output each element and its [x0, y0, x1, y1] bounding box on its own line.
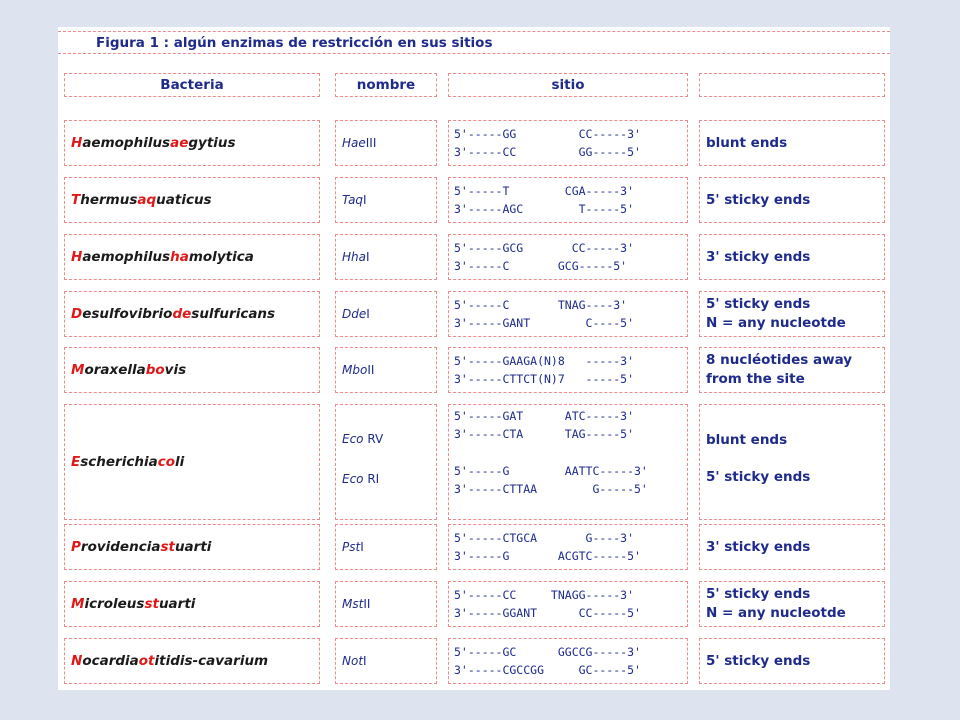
bacteria-initial: H [71, 249, 83, 265]
enzyme-name-cell [335, 581, 437, 627]
end-type-cell [699, 291, 885, 337]
enzyme-name-cell [335, 234, 437, 280]
bacteria-species-rest: vis [164, 362, 187, 378]
enzyme-name-cell [335, 524, 437, 570]
end-type-note: 3' sticky ends [706, 248, 811, 265]
enzyme-number: RI [363, 472, 380, 486]
enzyme-name-cell [335, 291, 437, 337]
recognition-site-cell [448, 177, 688, 223]
site-bottom-strand: 3'-----CTTCT(N)7 -----5' [454, 372, 635, 386]
enzyme-abbrev: Mbo [342, 363, 368, 377]
bacteria-species-rest: itidis-cavarium [154, 653, 269, 669]
bacteria-initial: M [71, 596, 85, 612]
bacteria-species-rest: molytica [188, 249, 254, 265]
bacteria-genus-rest: hermus [80, 192, 138, 208]
recognition-site-cell [448, 524, 688, 570]
bacteria-species-initial: st [160, 539, 175, 555]
enzyme-number: I [366, 307, 370, 321]
enzyme-name-ecori [336, 472, 379, 486]
bacteria-initial: T [71, 192, 81, 208]
enzyme-number: II [363, 597, 371, 611]
enzyme-number: RV [363, 432, 384, 446]
bacteria-species-initial: co [157, 454, 175, 470]
enzyme-name-cell [335, 120, 437, 166]
bacteria-genus-rest: oraxella [84, 362, 146, 378]
enzyme-name-cell [335, 638, 437, 684]
end-type-note-extra: N = any nucleotde [706, 605, 846, 621]
site-strand: 3'-----CTA TAG-----5' [454, 427, 635, 441]
end-type-cell [699, 347, 885, 393]
recognition-site-cell [448, 291, 688, 337]
enzyme-name-cell [335, 177, 437, 223]
site-bottom-strand: 3'-----GANT C----5' [454, 316, 635, 330]
site-bottom-strand: 3'-----AGC T-----5' [454, 202, 635, 216]
site-top-strand: 5'-----C TNAG----3' [454, 298, 628, 312]
end-type-note: 3' sticky ends [706, 538, 811, 555]
title-bottom-rule [58, 53, 890, 54]
bacteria-species-rest: uaticus [156, 192, 212, 208]
bacteria-name-cell [64, 581, 320, 627]
bacteria-initial: E [71, 454, 81, 470]
enzyme-name-ecorv [336, 432, 383, 446]
site-top-strand: 5'-----GC GGCCG-----3' [454, 645, 641, 659]
end-type-note: blunt ends [706, 134, 788, 151]
end-type-note: 5' sticky ends [706, 586, 811, 602]
bacteria-species-initial: st [144, 596, 159, 612]
end-type-note: 5' sticky ends [706, 469, 811, 485]
bacteria-genus-rest: ocardia [82, 653, 139, 669]
bacteria-initial: D [71, 306, 83, 322]
bacteria-genus-rest: esulfovibrio [82, 306, 173, 322]
end-type-cell [699, 581, 885, 627]
bacteria-name-cell [64, 524, 320, 570]
recognition-site-cell [448, 347, 688, 393]
end-type-cell [699, 524, 885, 570]
bacteria-genus-rest: aemophilus [82, 249, 171, 265]
header-notes [699, 73, 885, 97]
bacteria-genus-rest: aemophilus [82, 135, 171, 151]
bacteria-species-initial: de [172, 306, 192, 322]
end-type-note: 5' sticky ends [706, 191, 811, 208]
site-bottom-strand: 3'-----C GCG-----5' [454, 259, 628, 273]
end-type-note: 8 nucléotides away [706, 352, 853, 368]
enzyme-number: I [363, 193, 367, 207]
bacteria-genus-rest: rovidencia [80, 539, 161, 555]
enzyme-number: I [363, 654, 367, 668]
bacteria-species-initial: bo [145, 362, 165, 378]
end-type-cell [699, 177, 885, 223]
bacteria-species-initial: ha [170, 249, 189, 265]
enzyme-number: II [367, 363, 375, 377]
bacteria-species-initial: aq [137, 192, 157, 208]
site-top-strand: 5'-----CC TNAGG-----3' [454, 588, 635, 602]
end-type-cell [699, 404, 885, 520]
bacteria-species-rest: uarti [158, 596, 196, 612]
enzyme-abbrev: Not [342, 654, 364, 668]
figure-sheet [58, 27, 890, 690]
site-bottom-strand: 3'-----CC GG-----5' [454, 145, 641, 159]
recognition-site-cell [448, 404, 688, 520]
enzyme-abbrev: Pst [342, 540, 361, 554]
bacteria-species-initial: ot [138, 653, 155, 669]
site-strand: 5'-----G AATTC-----3' [454, 464, 648, 478]
site-strand: 5'-----GAT ATC-----3' [454, 409, 635, 423]
end-type-cell [699, 234, 885, 280]
figure-title: Figura 1 : algún enzimas de restricción en sus sitios [96, 35, 493, 51]
enzyme-abbrev: Taq [342, 193, 364, 207]
site-top-strand: 5'-----GAAGA(N)8 -----3' [454, 354, 635, 368]
bacteria-species-initial: ae [170, 135, 189, 151]
enzyme-name-cell [335, 347, 437, 393]
enzyme-abbrev: Hha [342, 250, 366, 264]
bacteria-initial: P [71, 539, 81, 555]
end-type-note: 5' sticky ends [706, 296, 811, 312]
enzyme-abbrev: Hae [342, 136, 366, 150]
bacteria-name-cell [64, 291, 320, 337]
enzyme-abbrev: Dde [342, 307, 367, 321]
header-sitio: sitio [448, 73, 688, 97]
recognition-site-cell [448, 638, 688, 684]
site-bottom-strand: 3'-----G ACGTC-----5' [454, 549, 641, 563]
site-strand: 3'-----CTTAA G-----5' [454, 482, 648, 496]
title-top-rule [58, 31, 890, 32]
recognition-site-cell [448, 234, 688, 280]
bacteria-species-rest: li [174, 454, 185, 470]
bacteria-name-cell [64, 234, 320, 280]
site-top-strand: 5'-----T CGA-----3' [454, 184, 635, 198]
recognition-site-cell [448, 120, 688, 166]
site-top-strand: 5'-----CTGCA G----3' [454, 531, 635, 545]
end-type-cell [699, 120, 885, 166]
enzyme-abbrev: Eco [342, 432, 364, 446]
header-nombre: nombre [335, 73, 437, 97]
enzyme-number: I [360, 540, 364, 554]
bacteria-name-cell [64, 404, 320, 520]
recognition-site-cell [448, 581, 688, 627]
site-bottom-strand: 3'-----CGCCGG GC-----5' [454, 663, 641, 677]
bacteria-initial: M [71, 362, 85, 378]
site-spacer [454, 443, 687, 462]
enzyme-number: III [365, 136, 377, 150]
bacteria-name-cell [64, 177, 320, 223]
enzyme-name-cell [335, 404, 437, 520]
bacteria-name-cell [64, 347, 320, 393]
end-type-note-extra: from the site [706, 371, 805, 387]
bacteria-name-cell [64, 120, 320, 166]
end-type-note: blunt ends [706, 432, 788, 448]
bacteria-name-cell [64, 638, 320, 684]
bacteria-species-rest: uarti [174, 539, 212, 555]
end-type-note-extra: N = any nucleotde [706, 315, 846, 331]
header-bacteria: Bacteria [64, 73, 320, 97]
site-bottom-strand: 3'-----GGANT CC-----5' [454, 606, 641, 620]
bacteria-species-rest: gytius [188, 135, 236, 151]
bacteria-species-rest: sulfuricans [191, 306, 276, 322]
end-type-cell [699, 638, 885, 684]
enzyme-number: I [365, 250, 370, 264]
enzyme-abbrev: Eco [342, 472, 364, 486]
bacteria-genus-rest: scherichia [80, 454, 158, 470]
bacteria-genus-rest: icroleus [84, 596, 145, 612]
end-type-note: 5' sticky ends [706, 652, 811, 669]
site-top-strand: 5'-----GCG CC-----3' [454, 241, 635, 255]
bacteria-initial: H [71, 135, 83, 151]
site-top-strand: 5'-----GG CC-----3' [454, 127, 641, 141]
bacteria-initial: N [71, 653, 83, 669]
enzyme-abbrev: Mst [342, 597, 364, 611]
